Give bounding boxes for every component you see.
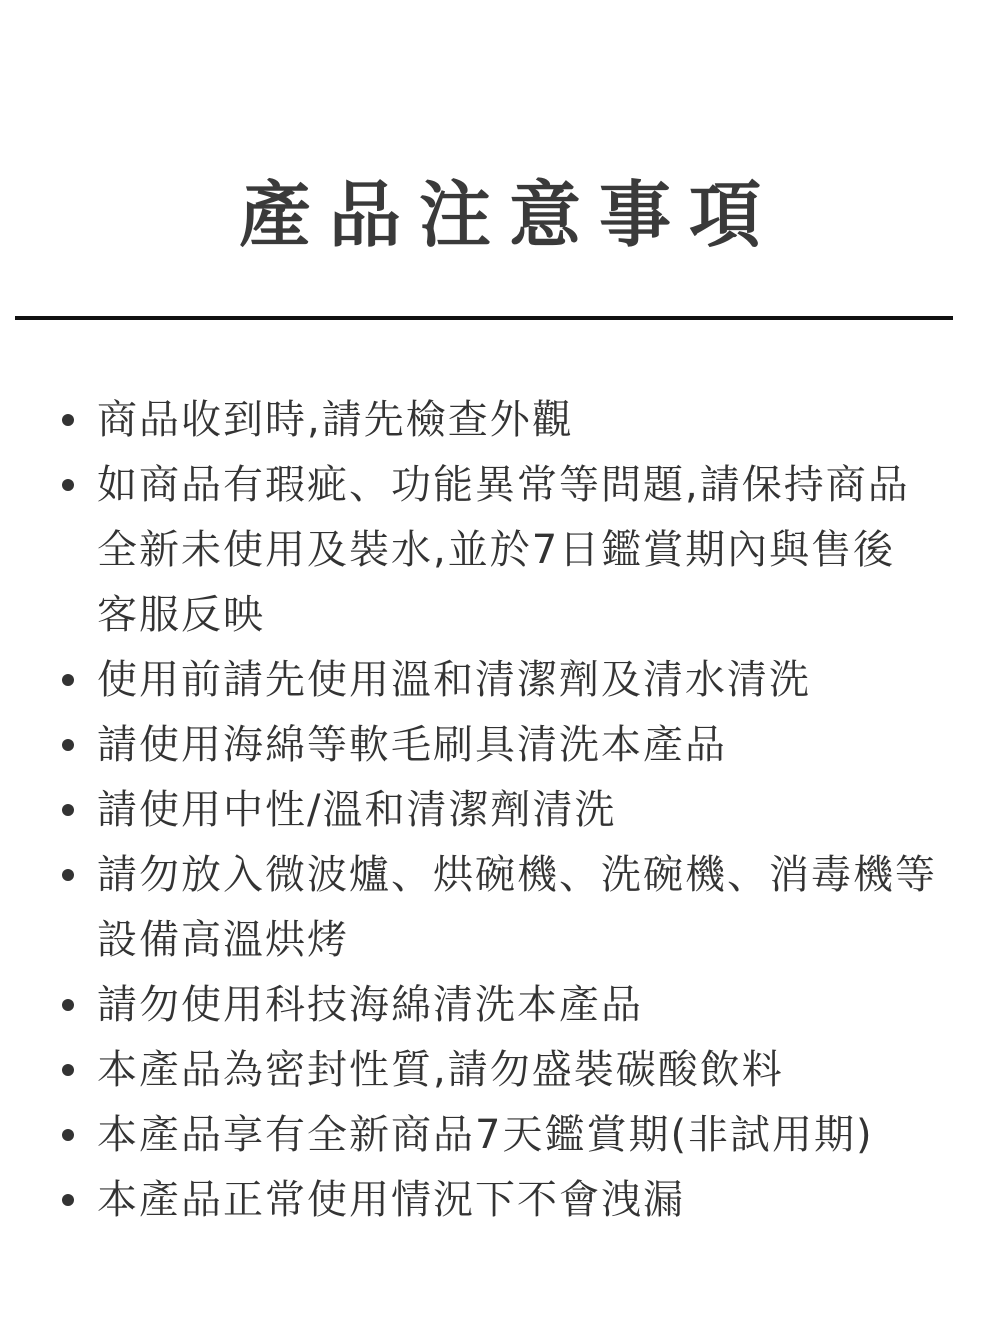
- notice-list: [0, 388, 1000, 1233]
- notice-item: [0, 1168, 1000, 1233]
- bullet-dot-icon: [62, 414, 74, 426]
- bullet-dot-icon: [62, 1129, 74, 1141]
- notice-line: 如商品有瑕疵、功能異常等問題,請保持商品: [97, 462, 910, 508]
- bullet-dot-icon: [62, 674, 74, 686]
- notice-line: 客服反映: [97, 592, 265, 638]
- notice-line: 使用前請先使用溫和清潔劑及清水清洗: [97, 657, 811, 703]
- notice-item: [0, 388, 1000, 453]
- bullet-dot-icon: [62, 999, 74, 1011]
- notice-item: [0, 778, 1000, 843]
- notice-line: 請勿放入微波爐、烘碗機、洗碗機、消毒機等: [97, 852, 937, 898]
- notice-line: 請勿使用科技海綿清洗本產品: [97, 982, 643, 1028]
- title-divider: [15, 316, 953, 320]
- page-title: 產品注意事項: [238, 173, 779, 257]
- notice-item: [0, 843, 1000, 973]
- notice-item: [0, 973, 1000, 1038]
- notice-line: 商品收到時,請先檢查外觀: [97, 397, 574, 443]
- notice-line: 請使用海綿等軟毛刷具清洗本產品: [97, 722, 727, 768]
- bullet-dot-icon: [62, 1064, 74, 1076]
- bullet-dot-icon: [62, 1194, 74, 1206]
- notice-line: 本產品正常使用情況下不會洩漏: [97, 1177, 685, 1223]
- bullet-dot-icon: [62, 479, 74, 491]
- notice-item: [0, 1103, 1000, 1168]
- bullet-dot-icon: [62, 869, 74, 881]
- notice-item: [0, 648, 1000, 713]
- notice-line: 本產品享有全新商品7天鑑賞期(非試用期): [97, 1112, 874, 1158]
- notice-line: 本產品為密封性質,請勿盛裝碳酸飲料: [97, 1047, 784, 1093]
- notice-item: [0, 1038, 1000, 1103]
- notice-item: [0, 453, 1000, 648]
- notice-line: 請使用中性/溫和清潔劑清洗: [97, 787, 617, 833]
- bullet-dot-icon: [62, 739, 74, 751]
- notice-line: 設備高溫烘烤: [97, 917, 349, 963]
- bullet-dot-icon: [62, 804, 74, 816]
- notice-item: [0, 713, 1000, 778]
- notice-line: 全新未使用及裝水,並於7日鑑賞期內與售後: [97, 527, 896, 573]
